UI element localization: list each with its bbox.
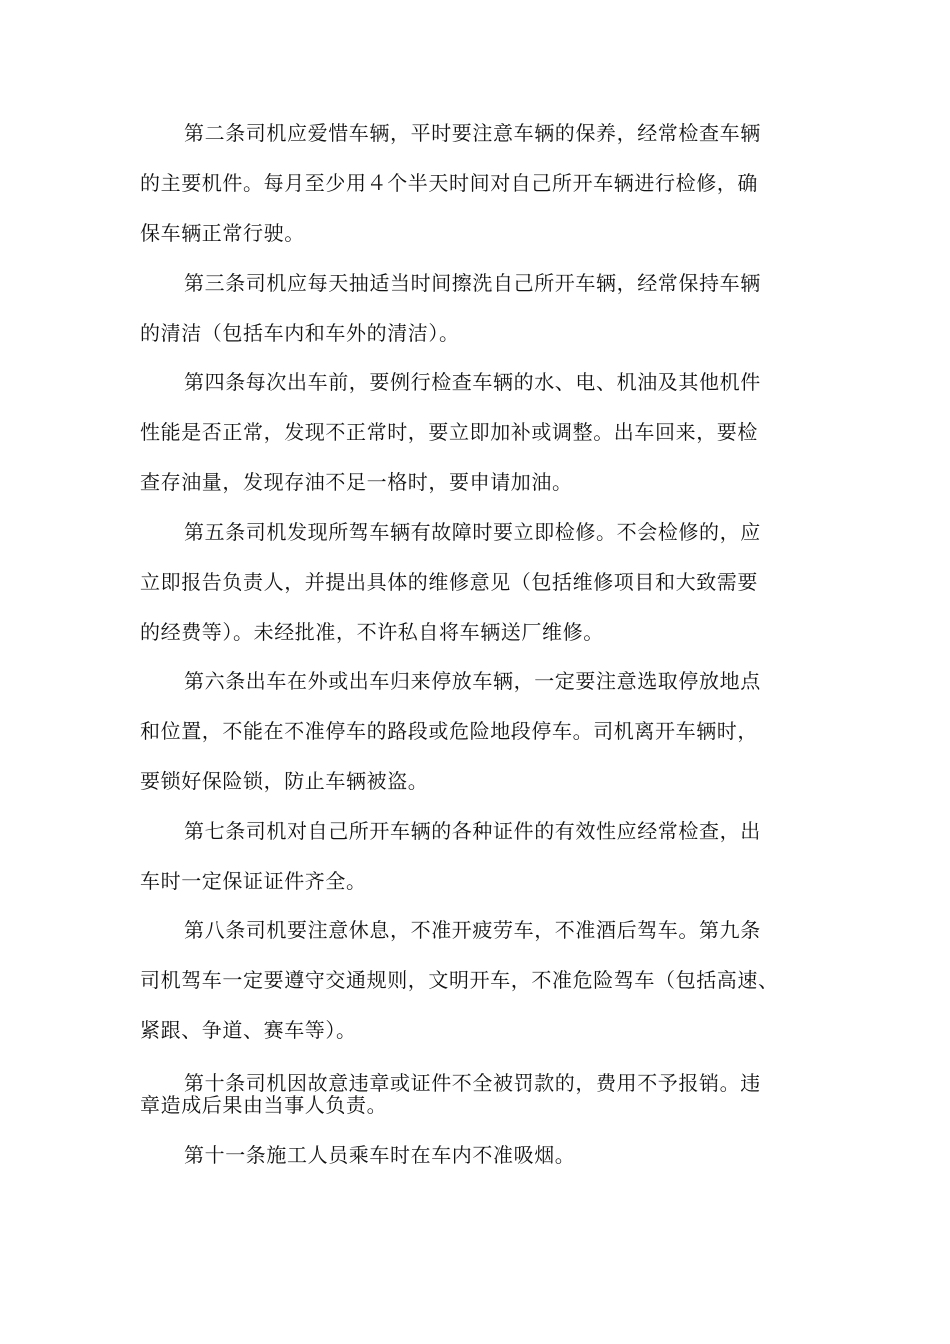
article-5-paragraph xyxy=(140,507,820,657)
text-line: 紧跟、争道、赛车等）。 xyxy=(140,1018,357,1042)
text-line: 第七条司机对自己所开车辆的各种证件的有效性应经常检查，出 xyxy=(184,819,761,843)
article-10-paragraph xyxy=(140,1072,820,1116)
text-line: 章造成后果由当事人负责。 xyxy=(140,1093,388,1117)
text-line: 第五条司机发现所驾车辆有故障时要立即检修。不会检修的，应 xyxy=(184,520,761,544)
article-3-paragraph xyxy=(140,258,820,358)
text-line: 保车辆正常行驶。 xyxy=(140,221,305,245)
text-line: 第三条司机应每天抽适当时间擦洗自己所开车辆，经常保持车辆 xyxy=(184,271,761,295)
text-line: 第十条司机因故意违章或证件不全被罚款的，费用不予报销。违 xyxy=(184,1071,761,1095)
text-line: 查存油量，发现存油不足一格时，要申请加油。 xyxy=(140,470,573,494)
article-8-9-paragraph xyxy=(140,905,820,1055)
text-line: 第二条司机应爱惜车辆，平时要注意车辆的保养，经常检查车辆 xyxy=(184,121,761,145)
article-4-paragraph xyxy=(140,357,820,507)
text-line: 立即报告负责人，并提出具体的维修意见（包括维修项目和大致需要 xyxy=(140,570,758,594)
text-line: 第四条每次出车前，要例行检查车辆的水、电、机油及其他机件 xyxy=(184,370,761,394)
text-line: 和位置，不能在不准停车的路段或危险地段停车。司机离开车辆时， xyxy=(140,719,758,743)
text-line: 要锁好保险锁，防止车辆被盗。 xyxy=(140,769,429,793)
text-line: 的主要机件。每月至少用４个半天时间对自己所开车辆进行检修，确 xyxy=(140,171,758,195)
text-line: 司机驾车一定要遵守交通规则，文明开车，不准危险驾车（包括高速、 xyxy=(140,968,779,992)
article-11-paragraph xyxy=(140,1130,820,1180)
text-line: 的经费等）。未经批准，不许私自将车辆送厂维修。 xyxy=(140,620,604,644)
article-7-paragraph xyxy=(140,806,820,906)
text-line: 第十一条施工人员乘车时在车内不准吸烟。 xyxy=(184,1143,576,1167)
text-line: 车时一定保证证件齐全。 xyxy=(140,869,367,893)
text-line: 的清洁（包括车内和车外的清洁）。 xyxy=(140,321,460,345)
article-2-paragraph xyxy=(140,108,820,258)
text-line: 第八条司机要注意休息，不准开疲劳车，不准酒后驾车。第九条 xyxy=(184,918,761,942)
text-line: 第六条出车在外或出车归来停放车辆，一定要注意选取停放地点 xyxy=(184,669,761,693)
text-line: 性能是否正常，发现不正常时，要立即加补或调整。出车回来，要检 xyxy=(140,420,758,444)
article-6-paragraph xyxy=(140,656,820,806)
